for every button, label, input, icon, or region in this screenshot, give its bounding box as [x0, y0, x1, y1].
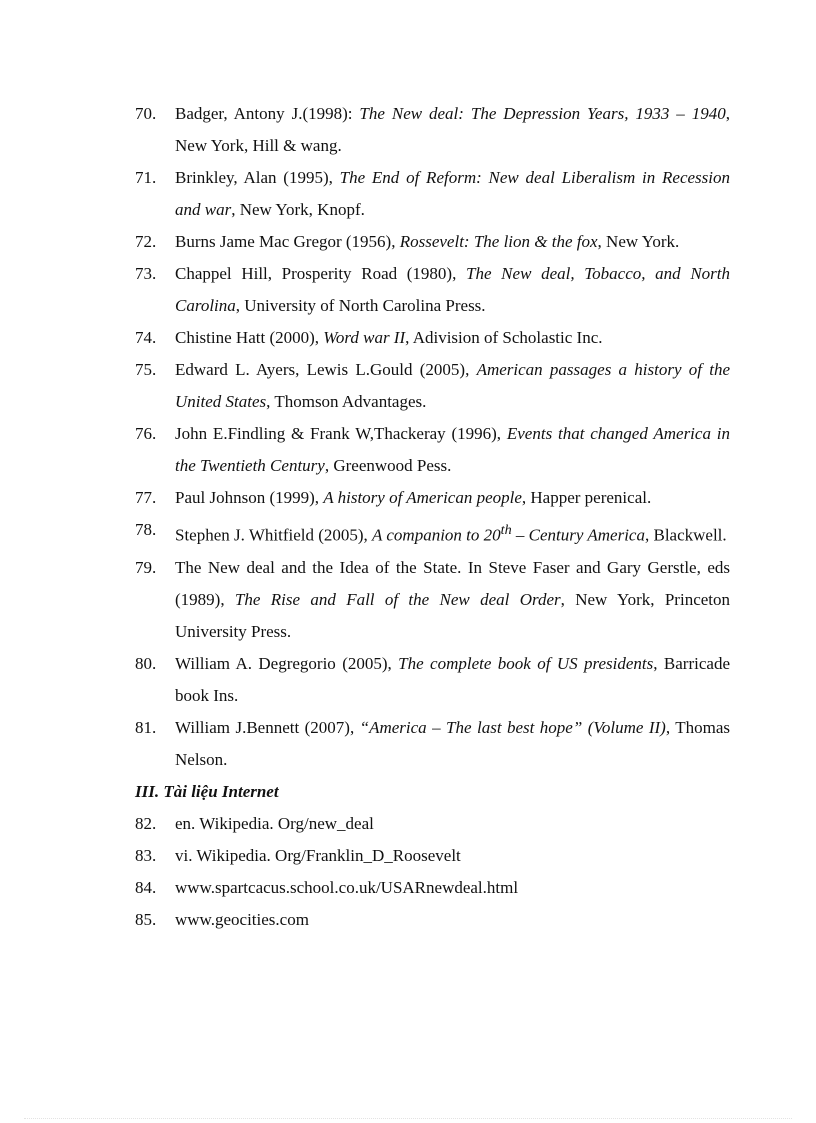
item-url: vi. Wikipedia. Org/Franklin_D_Roosevelt — [175, 845, 461, 865]
item-number: 84. — [135, 877, 157, 897]
footer-divider — [24, 1118, 792, 1119]
item-author: Burns Jame Mac Gregor (1956), — [175, 232, 400, 251]
item-number: 75. — [135, 360, 157, 379]
item-author: William J.Bennett (2007), — [175, 717, 360, 737]
item-publisher: , Adivision of Scholastic Inc. — [405, 328, 603, 347]
item-number: 78. — [135, 520, 157, 539]
item-number: 80. — [135, 653, 157, 673]
list-item — [135, 162, 730, 226]
item-title: “America – The last best hope” (Volume II) — [359, 717, 666, 737]
item-number: 76. — [135, 424, 157, 443]
list-item — [135, 648, 730, 712]
reference-list — [135, 98, 730, 936]
item-number: 85. — [135, 909, 157, 929]
item-title: The Rise and Fall of the New deal Order — [234, 589, 561, 609]
item-publisher: , New York, Princeton University Press. — [175, 589, 731, 641]
item-author: William A. Degregorio (2005), — [175, 653, 399, 673]
item-author: Edward L. Ayers, Lewis L.Gould (2005), — [175, 360, 477, 379]
item-author: The New deal and the Idea of the State. In Steve Faser and Gary Gerstle, eds (1989), — [175, 557, 730, 609]
item-number: 72. — [135, 232, 157, 251]
item-title: Word war II — [323, 328, 406, 347]
item-title: A history of American people — [323, 488, 522, 507]
item-publisher: , University of North Carolina Press. — [235, 296, 486, 315]
item-title: A companion to 20 — [372, 525, 501, 545]
item-number: 81. — [135, 717, 157, 737]
list-item — [135, 712, 730, 776]
list-item — [135, 258, 730, 322]
item-author: Chappel Hill, Prosperity Road (1980), — [175, 264, 467, 283]
item-author: Paul Johnson (1999), — [175, 488, 324, 507]
item-url: www.spartcacus.school.co.uk/USARnewdeal.html — [175, 877, 519, 897]
list-item — [135, 322, 730, 354]
item-publisher: , New York, Knopf. — [231, 200, 365, 219]
item-publisher: , Barricade book Ins. — [175, 653, 730, 705]
item-number: 79. — [135, 557, 157, 577]
section-heading: III. Tài liệu Internet — [135, 781, 279, 801]
list-item — [135, 872, 730, 904]
item-number: 83. — [135, 845, 157, 865]
item-title: Events that changed America in the Twentieth Century — [175, 424, 730, 475]
item-publisher: , Greenwood Pess. — [324, 456, 452, 475]
list-item — [135, 226, 730, 258]
item-number: 77. — [135, 488, 157, 507]
item-author: Chistine Hatt (2000), — [175, 328, 324, 347]
item-author: Stephen J. Whitfield (2005), — [175, 525, 373, 545]
item-publisher: , Blackwell. — [644, 525, 727, 545]
item-publisher: , Happer perenical. — [521, 488, 652, 507]
item-url: www.geocities.com — [175, 909, 309, 929]
list-item — [135, 808, 730, 840]
list-item — [135, 514, 730, 552]
item-publisher: , Thomson Advantages. — [266, 392, 427, 411]
item-number: 82. — [135, 813, 157, 833]
item-title: American passages a history of the United States — [175, 360, 730, 411]
list-item — [135, 840, 730, 872]
list-item — [135, 904, 730, 936]
item-url: en. Wikipedia. Org/new_deal — [175, 813, 374, 833]
item-title-superscript: th — [500, 522, 512, 538]
item-number: 71. — [135, 168, 157, 187]
item-publisher: , New York. — [597, 232, 680, 251]
item-author: Brinkley, Alan (1995), — [175, 168, 340, 187]
item-title: The complete book of US presidents — [398, 653, 654, 673]
item-author: John E.Findling & Frank W,Thackeray (1996), — [175, 424, 507, 443]
item-number: 73. — [135, 264, 157, 283]
list-item — [135, 552, 730, 648]
item-publisher: , Thomas Nelson. — [175, 717, 731, 769]
item-author: Badger, Antony J.(1998): — [175, 104, 360, 123]
item-title: The New deal, Tobacco, and North Carolina — [175, 264, 730, 315]
item-title: The End of Reform: New deal Liberalism in Recession and war — [175, 168, 730, 219]
list-item — [135, 354, 730, 418]
list-item — [135, 482, 730, 514]
item-publisher: , New York, Hill & wang. — [175, 104, 730, 155]
item-number: 74. — [135, 328, 157, 347]
item-title: The New deal: The Depression Years, 1933 – 1940 — [359, 104, 726, 123]
list-item — [135, 418, 730, 482]
item-title: Rossevelt: The lion & the fox — [399, 232, 598, 251]
item-number: 70. — [135, 104, 157, 123]
item-title-continued: – Century America — [511, 525, 645, 545]
list-item — [135, 98, 730, 162]
